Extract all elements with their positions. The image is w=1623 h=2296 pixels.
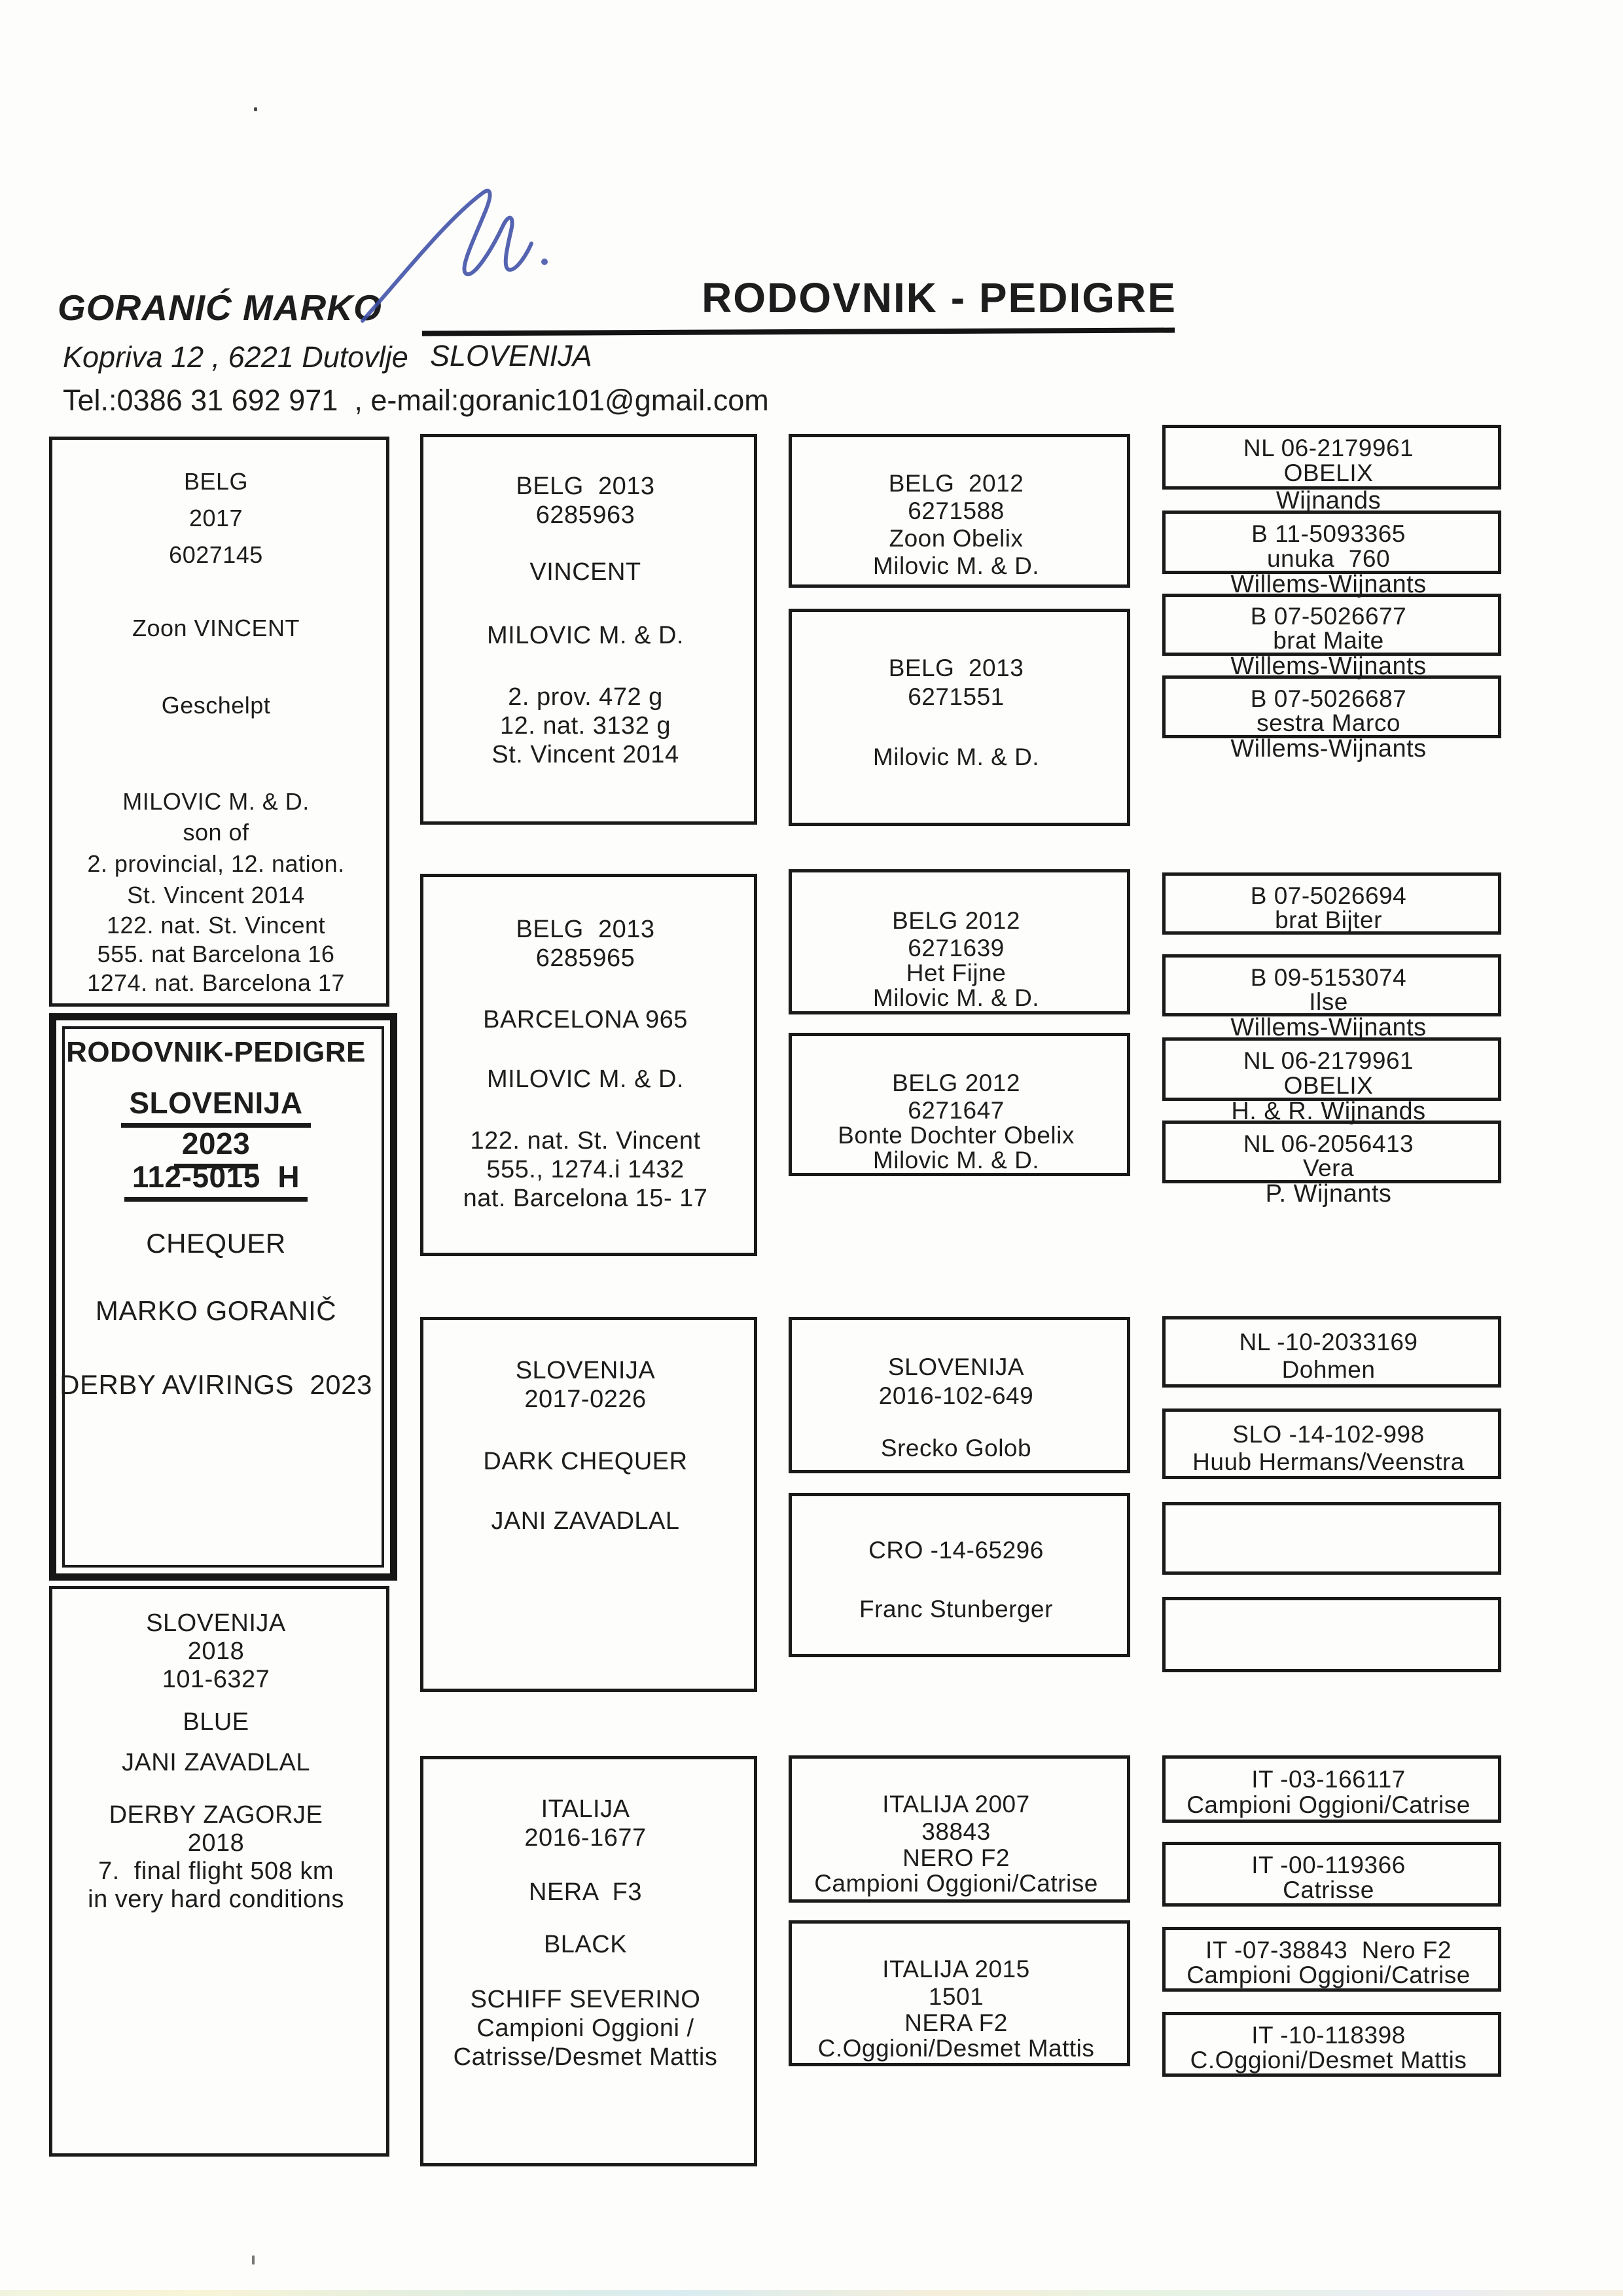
gg-grandparent-box-13-line-2: Campioni Oggioni/Catrise: [1186, 1791, 1471, 1818]
granddam-maternal-box-line-4: BLACK: [543, 1931, 628, 1958]
great-grandparent-box-6-line-2: Franc Stunberger: [859, 1596, 1053, 1623]
gg-grandparent-box-1-line-1: NL 06-2179961: [1243, 435, 1414, 461]
gg-grandparent-box-14-line-2: Catrisse: [1283, 1876, 1374, 1903]
father-box-line-9: St. Vincent 2014: [127, 882, 305, 908]
owner-address: Kopriva 12 , 6221 Dutovlje: [63, 340, 408, 374]
page-title: RODOVNIK - PEDIGRE: [702, 274, 1177, 321]
gg-grandparent-box-11: [1162, 1502, 1501, 1575]
gg-grandparent-box-4-line-2: sestra Marco: [1257, 709, 1400, 736]
breeder-label-1-line-1: Wijnands: [1275, 487, 1382, 514]
gg-grandparent-box-3-line-2: brat Maite: [1273, 627, 1384, 654]
signature-dot: [541, 259, 548, 265]
ink-speck: [252, 2255, 255, 2265]
breeder-label-7-line-1: P. Wijnants: [1265, 1180, 1392, 1208]
gg-grandparent-box-15-line-1: IT -07-38843 Nero F2: [1205, 1937, 1452, 1964]
granddam-maternal-box-line-3: NERA F3: [529, 1878, 642, 1906]
gg-grandparent-box-16-line-2: C.Oggioni/Desmet Mattis: [1190, 2047, 1467, 2073]
gg-grandparent-box-9-line-2: Dohmen: [1281, 1356, 1376, 1383]
gg-grandparent-box-3-line-1: B 07-5026677: [1250, 603, 1407, 630]
father-box-line-5: Geschelpt: [161, 692, 271, 719]
grandsire-paternal-box-line-7: St. Vincent 2014: [491, 741, 679, 768]
grandsire-maternal-box-line-2: 2017-0226: [524, 1386, 647, 1413]
great-grandparent-box-3-line-2: 6271639: [908, 935, 1005, 961]
gg-grandparent-box-10-line-2: Huub Hermans/Veenstra: [1192, 1448, 1465, 1475]
father-box-line-1: BELG: [183, 468, 249, 495]
father-box-line-6: MILOVIC M. & D.: [122, 788, 310, 815]
gg-grandparent-box-8-line-1: NL 06-2056413: [1243, 1130, 1414, 1157]
gg-grandparent-box-14-line-1: IT -00-119366: [1251, 1852, 1406, 1878]
great-grandparent-box-5-line-2: 2016-102-649: [878, 1382, 1034, 1409]
granddam-paternal-box-line-7: nat. Barcelona 15- 17: [463, 1185, 708, 1212]
grandsire-maternal-box-line-1: SLOVENIJA: [515, 1357, 656, 1384]
great-grandparent-box-8-line-4: C.Oggioni/Desmet Mattis: [817, 2035, 1095, 2062]
gg-grandparent-box-15-line-2: Campioni Oggioni/Catrise: [1186, 1962, 1471, 1988]
gg-grandparent-box-6-line-1: B 09-5153074: [1250, 964, 1407, 991]
father-box-line-3: 6027145: [169, 541, 263, 568]
mother-box-line-2: 2018: [187, 1638, 245, 1665]
father-box-line-11: 555. nat Barcelona 16: [97, 941, 335, 967]
great-grandparent-box-2-line-1: BELG 2013: [888, 655, 1024, 681]
owner-country: SLOVENIJA: [430, 339, 592, 372]
owner-name: GORANIĆ MARKO: [58, 287, 382, 328]
great-grandparent-box-3-line-1: BELG 2012: [892, 907, 1020, 934]
grandsire-paternal-box-line-1: BELG 2013: [516, 473, 655, 500]
grandsire-paternal-box-line-6: 12. nat. 3132 g: [499, 712, 671, 740]
mother-box-line-4: BLUE: [183, 1708, 249, 1736]
gg-grandparent-box-9-line-1: NL -10-2033169: [1239, 1329, 1418, 1355]
granddam-maternal-box-line-5: SCHIFF SEVERINO: [470, 1986, 701, 2013]
subject-box-line-4: 112-5015 H: [49, 1160, 383, 1194]
great-grandparent-box-4-line-2: 6271647: [908, 1097, 1005, 1124]
great-grandparent-box-6-line-1: CRO -14-65296: [868, 1537, 1044, 1564]
gg-grandparent-box-12: [1162, 1597, 1501, 1672]
mother-box-line-3: 101-6327: [162, 1666, 270, 1693]
granddam-paternal-box-line-2: 6285965: [535, 944, 635, 972]
father-box-line-8: 2. provincial, 12. nation.: [87, 850, 345, 877]
great-grandparent-box-1-line-1: BELG 2012: [888, 470, 1024, 497]
gg-grandparent-box-16-line-1: IT -10-118398: [1251, 2022, 1406, 2049]
subject-box-line-7: DERBY AVIRINGS 2023: [60, 1369, 372, 1400]
gg-grandparent-box-2-line-2: unuka 760: [1266, 545, 1391, 572]
grandsire-paternal-box-line-3: VINCENT: [529, 558, 641, 586]
grandsire-paternal-box-line-4: MILOVIC M. & D.: [487, 622, 684, 649]
great-grandparent-box-8-line-1: ITALIJA 2015: [882, 1956, 1030, 1982]
great-grandparent-box-6: [789, 1493, 1130, 1657]
subject-box-line-2: SLOVENIJA: [49, 1086, 383, 1121]
great-grandparent-box-2-line-3: Milovic M. & D.: [872, 744, 1040, 770]
grandsire-paternal-box-line-5: 2. prov. 472 g: [508, 683, 663, 711]
granddam-paternal-box-line-1: BELG 2013: [516, 916, 655, 943]
mother-box-line-6: DERBY ZAGORJE: [109, 1801, 323, 1829]
great-grandparent-box-4-line-1: BELG 2012: [892, 1069, 1020, 1096]
grandsire-maternal-box-line-3: DARK CHEQUER: [483, 1448, 688, 1475]
gg-grandparent-box-6-line-2: Ilse: [1309, 988, 1348, 1015]
gg-grandparent-box-1-line-2: OBELIX: [1283, 459, 1374, 486]
great-grandparent-box-5-line-1: SLOVENIJA: [887, 1354, 1025, 1380]
gg-grandparent-box-8-line-2: Vera: [1302, 1155, 1355, 1181]
great-grandparent-box-7-line-4: Campioni Oggioni/Catrise: [814, 1870, 1098, 1897]
mother-box-line-1: SLOVENIJA: [146, 1609, 286, 1637]
owner-contact: Tel.:0386 31 692 971 , e-mail:goranic101@gmail.com: [63, 384, 769, 417]
mother-box-line-8: 7. final flight 508 km: [98, 1857, 334, 1885]
granddam-paternal-box-line-4: MILOVIC M. & D.: [487, 1066, 684, 1093]
gg-grandparent-box-7-line-2: OBELIX: [1283, 1072, 1374, 1099]
gg-grandparent-box-10-line-1: SLO -14-102-998: [1232, 1421, 1425, 1448]
gg-grandparent-box-4-line-1: B 07-5026687: [1250, 685, 1407, 712]
breeder-label-4-line-1: Willems-Wijnants: [1230, 735, 1427, 762]
father-box-line-2: 2017: [188, 505, 243, 531]
subject-box-line-3: 2023: [49, 1127, 383, 1161]
great-grandparent-box-2: [789, 609, 1130, 826]
breeder-label-2-line-1: Willems-Wijnants: [1230, 571, 1427, 598]
father-box-line-4: Zoon VINCENT: [132, 615, 300, 641]
great-grandparent-box-5-line-3: Srecko Golob: [880, 1435, 1032, 1462]
granddam-maternal-box-line-2: 2016-1677: [524, 1824, 647, 1852]
great-grandparent-box-3-line-4: Milovic M. & D.: [872, 984, 1040, 1011]
mother-box-line-9: in very hard conditions: [88, 1886, 344, 1913]
ink-speck: [254, 107, 257, 111]
granddam-maternal-box-line-6: Campioni Oggioni /: [476, 2015, 694, 2042]
great-grandparent-box-4-line-4: Milovic M. & D.: [872, 1147, 1040, 1174]
breeder-label-3-line-1: Willems-Wijnants: [1230, 653, 1427, 680]
scan-artifact-strip: [0, 2290, 1623, 2296]
granddam-paternal-box-line-6: 555., 1274.i 1432: [486, 1156, 685, 1183]
great-grandparent-box-3-line-3: Het Fijne: [906, 960, 1007, 986]
great-grandparent-box-7-line-2: 38843: [921, 1818, 991, 1845]
gg-grandparent-box-13-line-1: IT -03-166117: [1251, 1766, 1406, 1793]
granddam-paternal-box-line-3: BARCELONA 965: [483, 1006, 688, 1033]
grandsire-paternal-box-line-2: 6285963: [535, 501, 635, 529]
mother-box-line-7: 2018: [187, 1829, 245, 1857]
grandsire-maternal-box-line-4: JANI ZAVADLAL: [491, 1507, 680, 1535]
great-grandparent-box-1-line-2: 6271588: [908, 497, 1005, 524]
breeder-label-6-line-1: H. & R. Wijnands: [1231, 1098, 1426, 1125]
signature-stroke: [363, 191, 531, 321]
granddam-paternal-box-line-5: 122. nat. St. Vincent: [470, 1127, 701, 1155]
father-box-line-7: son of: [183, 819, 249, 846]
great-grandparent-box-7-line-3: NERO F2: [902, 1844, 1010, 1871]
gg-grandparent-box-5-line-1: B 07-5026694: [1250, 882, 1407, 909]
great-grandparent-box-2-line-2: 6271551: [908, 683, 1005, 710]
subject-box-line-5: CHEQUER: [146, 1228, 286, 1259]
gg-grandparent-box-7-line-1: NL 06-2179961: [1243, 1047, 1414, 1074]
father-box-line-10: 122. nat. St. Vincent: [106, 912, 326, 939]
granddam-maternal-box-line-1: ITALIJA: [541, 1795, 630, 1823]
mother-box-line-5: JANI ZAVADLAL: [121, 1749, 311, 1776]
subject-box-line-1: RODOVNIK-PEDIGRE: [66, 1036, 366, 1068]
subject-box-line-6: MARKO GORANIČ: [95, 1295, 337, 1326]
gg-grandparent-box-2-line-1: B 11-5093365: [1251, 520, 1406, 547]
great-grandparent-box-8-line-3: NERA F2: [904, 2009, 1008, 2036]
great-grandparent-box-8-line-2: 1501: [928, 1983, 984, 2010]
gg-grandparent-box-5-line-2: brat Bijter: [1275, 906, 1382, 933]
breeder-label-5-line-1: Willems-Wijnants: [1230, 1014, 1427, 1041]
great-grandparent-box-1-line-4: Milovic M. & D.: [872, 552, 1040, 579]
granddam-maternal-box-line-7: Catrisse/Desmet Mattis: [453, 2043, 718, 2071]
father-box-line-12: 1274. nat. Barcelona 17: [87, 969, 345, 996]
great-grandparent-box-7-line-1: ITALIJA 2007: [882, 1791, 1030, 1818]
signature: [353, 182, 556, 332]
great-grandparent-box-1-line-3: Zoon Obelix: [889, 525, 1024, 552]
great-grandparent-box-4-line-3: Bonte Dochter Obelix: [838, 1122, 1075, 1149]
